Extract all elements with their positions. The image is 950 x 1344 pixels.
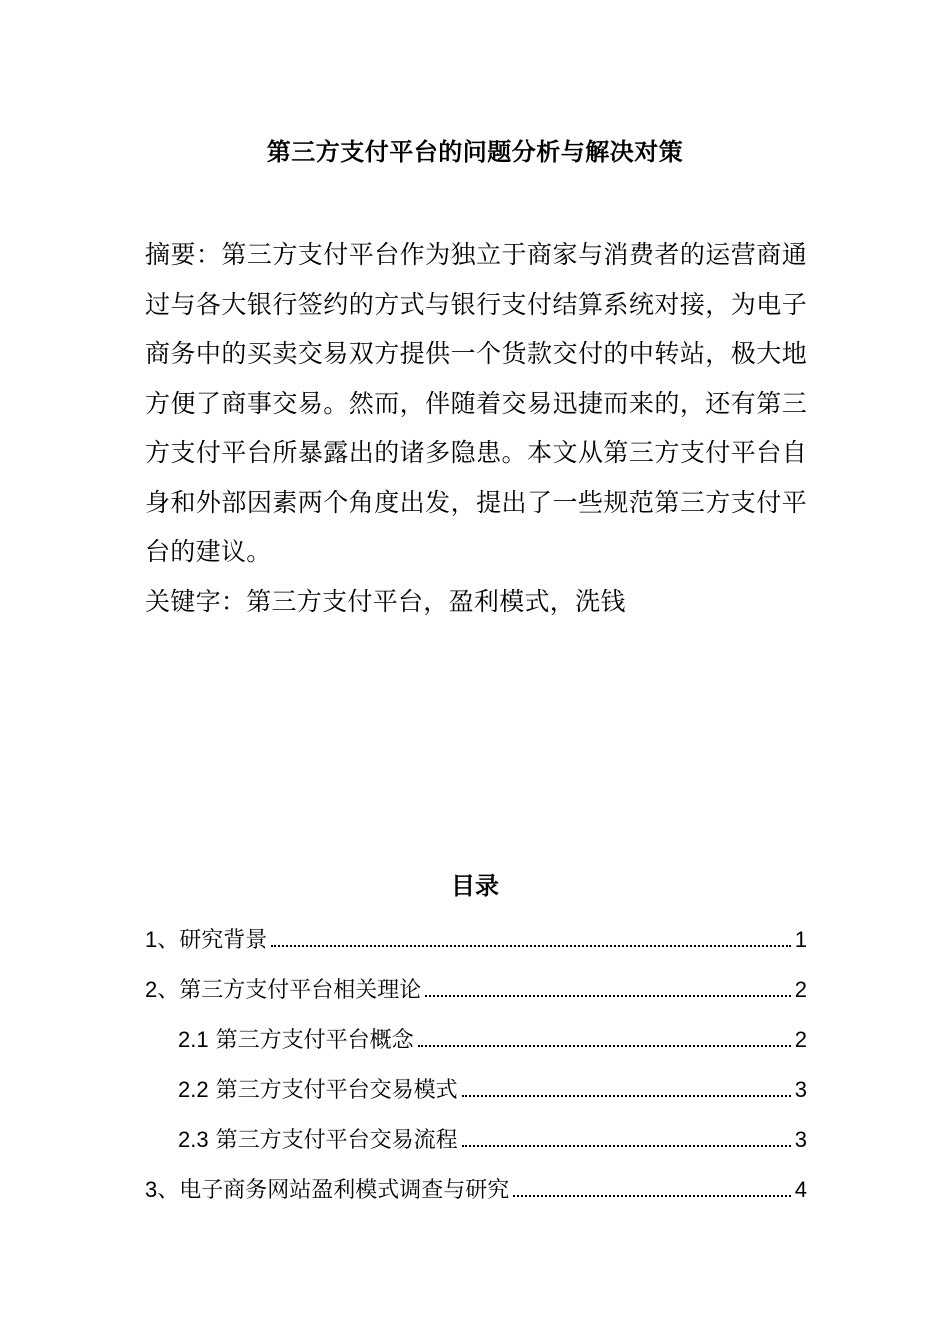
toc-dot-leader bbox=[425, 995, 790, 997]
toc-entry-text: 第三方支付平台概念 bbox=[215, 1028, 414, 1053]
toc-entry-text: 第三方支付平台相关理论 bbox=[179, 978, 422, 1003]
toc-subentry[interactable] bbox=[145, 1017, 807, 1067]
toc-entry-page: 3 bbox=[794, 1127, 807, 1152]
keywords-line: 关键字：第三方支付平台，盈利模式，洗钱 bbox=[145, 587, 626, 616]
abstract-paragraph: 摘要：第三方支付平台作为独立于商家与消费者的运营商通过与各大银行签约的方式与银行支付结算系统对接，为电子商务中的买卖交易双方提供一个货款交付的中转站，极大地方便了商事交易。然而，伴随着交易迅捷而来的，还有第三方支付平台所暴露出的诸多隐患。本文从第三方支付平台自身和外部因素两个角度出发，提出了一些规范第三方支付平台的建议。 bbox=[145, 240, 807, 566]
toc-entry[interactable] bbox=[145, 967, 807, 1017]
toc-subentry[interactable] bbox=[145, 1067, 807, 1117]
document-title: 第三方支付平台的问题分析与解决对策 bbox=[266, 137, 684, 166]
toc-dot-leader bbox=[513, 1195, 790, 1197]
toc-entry-text: 第三方支付平台交易模式 bbox=[215, 1078, 458, 1103]
toc-dot-leader bbox=[462, 1145, 791, 1147]
toc-entry-number: 2.1 bbox=[178, 1027, 209, 1052]
toc-dot-leader bbox=[462, 1095, 791, 1097]
toc-entry-separator: 、 bbox=[157, 978, 180, 1003]
toc-entry[interactable] bbox=[145, 1167, 807, 1217]
toc-entry-text: 研究背景 bbox=[179, 928, 268, 953]
table-of-contents bbox=[145, 917, 807, 1217]
toc-subentry[interactable] bbox=[145, 1117, 807, 1167]
toc-entry-number: 1 bbox=[145, 927, 158, 952]
toc-dot-leader bbox=[418, 1045, 791, 1047]
toc-entry-page: 2 bbox=[794, 1027, 807, 1052]
toc-entry-text: 电子商务网站盈利模式调查与研究 bbox=[179, 1178, 510, 1203]
toc-entry[interactable] bbox=[145, 917, 807, 967]
toc-entry-separator bbox=[209, 1128, 216, 1153]
toc-dot-leader bbox=[271, 945, 790, 947]
toc-entry-separator: 、 bbox=[157, 1178, 180, 1203]
toc-entry-label bbox=[178, 1017, 414, 1064]
toc-entry-label bbox=[178, 1067, 458, 1114]
toc-entry-label bbox=[178, 1117, 458, 1164]
toc-entry-page: 1 bbox=[794, 927, 807, 952]
toc-entry-separator: 、 bbox=[157, 928, 180, 953]
toc-entry-text: 第三方支付平台交易流程 bbox=[215, 1128, 458, 1153]
toc-entry-label bbox=[145, 1167, 509, 1214]
toc-entry-separator bbox=[209, 1028, 216, 1053]
toc-entry-number: 2.2 bbox=[178, 1077, 209, 1102]
toc-entry-page: 4 bbox=[794, 1177, 807, 1202]
toc-heading: 目录 bbox=[451, 871, 499, 900]
toc-entry-separator bbox=[209, 1078, 216, 1103]
toc-entry-number: 2 bbox=[145, 977, 158, 1002]
toc-entry-label bbox=[145, 917, 267, 964]
toc-entry-number: 3 bbox=[145, 1177, 158, 1202]
toc-entry-label bbox=[145, 967, 421, 1014]
toc-entry-page: 2 bbox=[794, 977, 807, 1002]
toc-entry-number: 2.3 bbox=[178, 1127, 209, 1152]
toc-entry-page: 3 bbox=[794, 1077, 807, 1102]
